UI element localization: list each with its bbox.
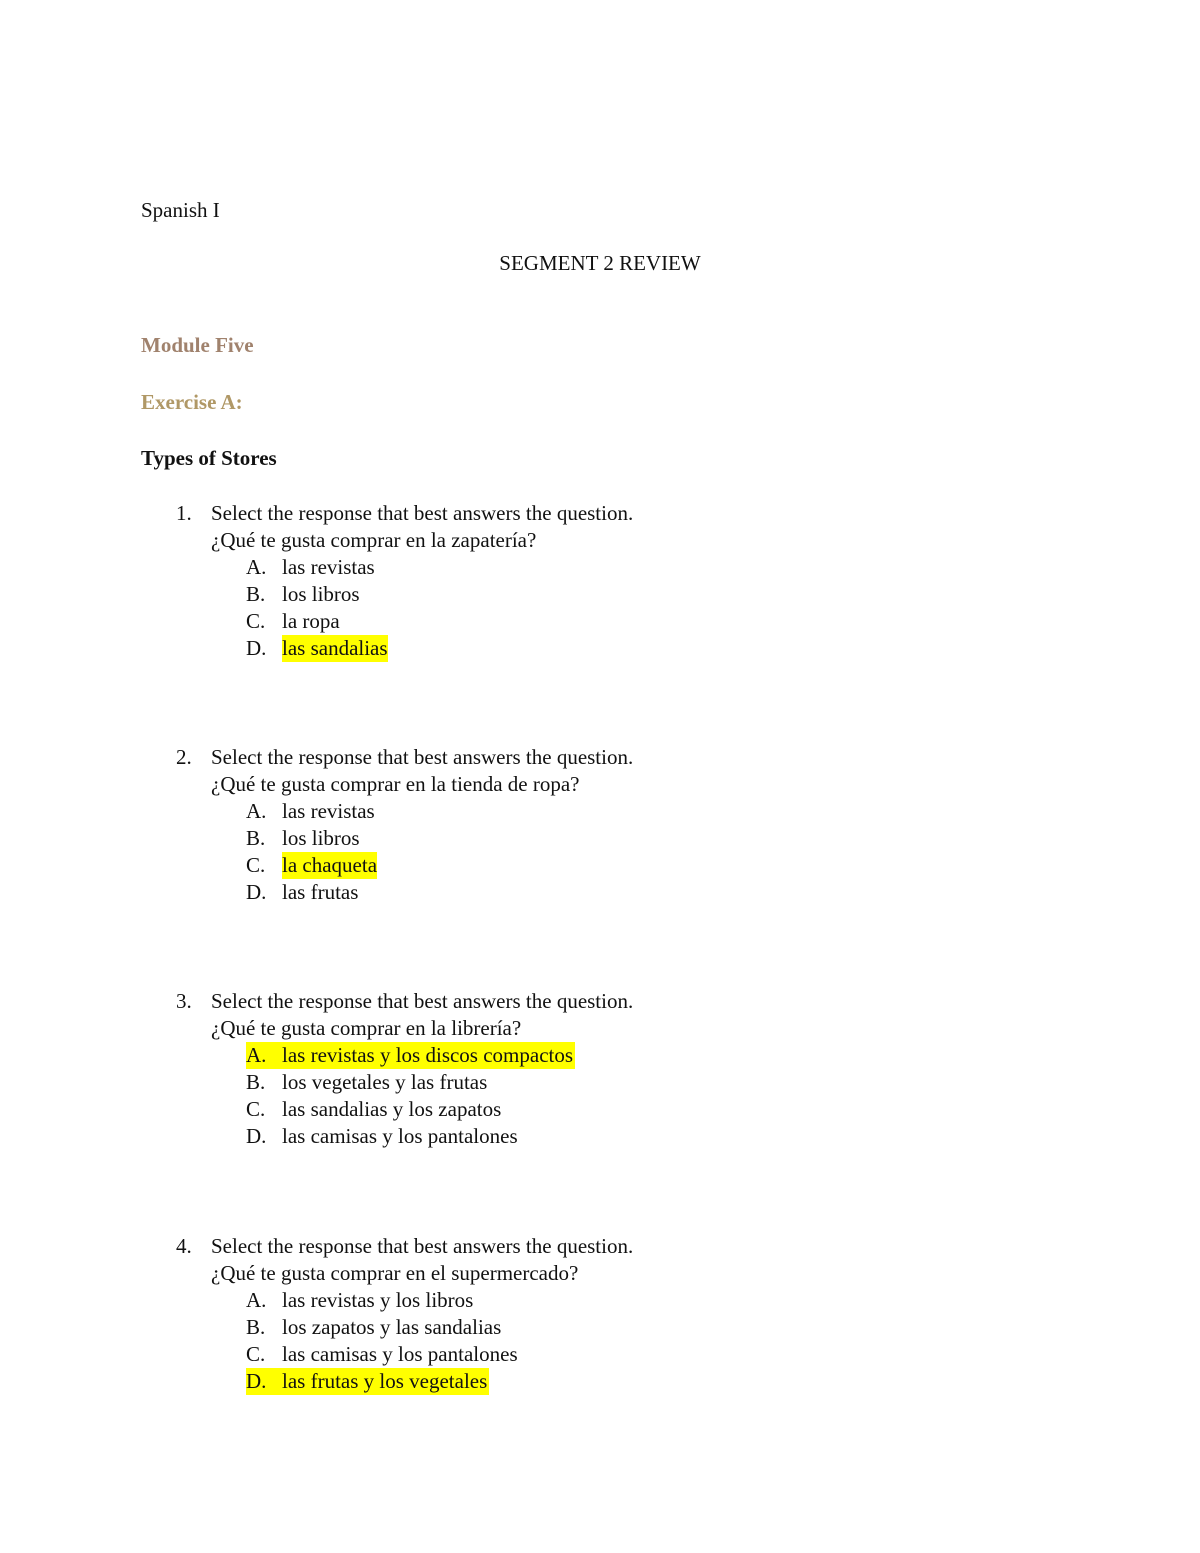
option-text: las revistas — [282, 799, 375, 823]
option-letter: B. — [246, 826, 266, 850]
option-letter: A. — [246, 799, 267, 823]
option-text: las sandalias y los zapatos — [282, 1097, 502, 1121]
option-letter: C. — [246, 853, 266, 877]
option-text: los libros — [282, 826, 360, 850]
question-2 — [0, 744, 1200, 904]
option-letter: D. — [246, 1369, 267, 1393]
option-text: los libros — [282, 582, 360, 606]
option-letter: A. — [246, 1043, 267, 1067]
option-text: los vegetales y las frutas — [282, 1070, 488, 1094]
option-text-highlighted: las frutas y los vegetales — [282, 1369, 488, 1393]
answer-option-a — [246, 1042, 575, 1069]
question-1 — [0, 500, 1200, 660]
course-name: Spanish I — [141, 198, 220, 222]
question-4 — [0, 1233, 1200, 1393]
question-number: 1. — [176, 501, 192, 525]
option-letter: B. — [246, 1315, 266, 1339]
option-letter: D. — [246, 636, 267, 660]
option-text: los zapatos y las sandalias — [282, 1315, 502, 1339]
question-prompt: Select the response that best answers the question. — [211, 989, 634, 1013]
option-text-highlighted: las sandalias — [282, 636, 388, 660]
question-number: 4. — [176, 1234, 192, 1258]
section-heading: Types of Stores — [141, 446, 277, 470]
option-letter: A. — [246, 1288, 267, 1312]
question-number: 2. — [176, 745, 192, 769]
answer-option-d — [246, 1368, 489, 1395]
question-prompt: Select the response that best answers the question. — [211, 1234, 634, 1258]
option-text: las revistas — [282, 555, 375, 579]
option-letter: C. — [246, 609, 266, 633]
option-text: la ropa — [282, 609, 340, 633]
option-letter: D. — [246, 1124, 267, 1148]
document-title: SEGMENT 2 REVIEW — [499, 251, 701, 275]
option-text: las revistas y los libros — [282, 1288, 474, 1312]
question-prompt: Select the response that best answers the question. — [211, 501, 634, 525]
option-text: las camisas y los pantalones — [282, 1124, 518, 1148]
option-text-highlighted: las revistas y los discos compactos — [282, 1043, 574, 1067]
option-letter: A. — [246, 555, 267, 579]
exercise-heading: Exercise A: — [141, 390, 243, 414]
option-letter: B. — [246, 582, 266, 606]
option-text: las frutas — [282, 880, 359, 904]
question-3 — [0, 988, 1200, 1148]
option-text: las camisas y los pantalones — [282, 1342, 518, 1366]
option-letter: B. — [246, 1070, 266, 1094]
option-letter: C. — [246, 1342, 266, 1366]
question-text: ¿Qué te gusta comprar en la librería? — [211, 1016, 522, 1040]
option-letter: C. — [246, 1097, 266, 1121]
module-heading: Module Five — [141, 333, 254, 357]
option-text-highlighted: la chaqueta — [282, 853, 378, 877]
question-text: ¿Qué te gusta comprar en la tienda de ropa? — [211, 772, 580, 796]
question-text: ¿Qué te gusta comprar en la zapatería? — [211, 528, 537, 552]
question-text: ¿Qué te gusta comprar en el supermercado? — [211, 1261, 579, 1285]
question-prompt: Select the response that best answers the question. — [211, 745, 634, 769]
question-number: 3. — [176, 989, 192, 1013]
option-letter: D. — [246, 880, 267, 904]
